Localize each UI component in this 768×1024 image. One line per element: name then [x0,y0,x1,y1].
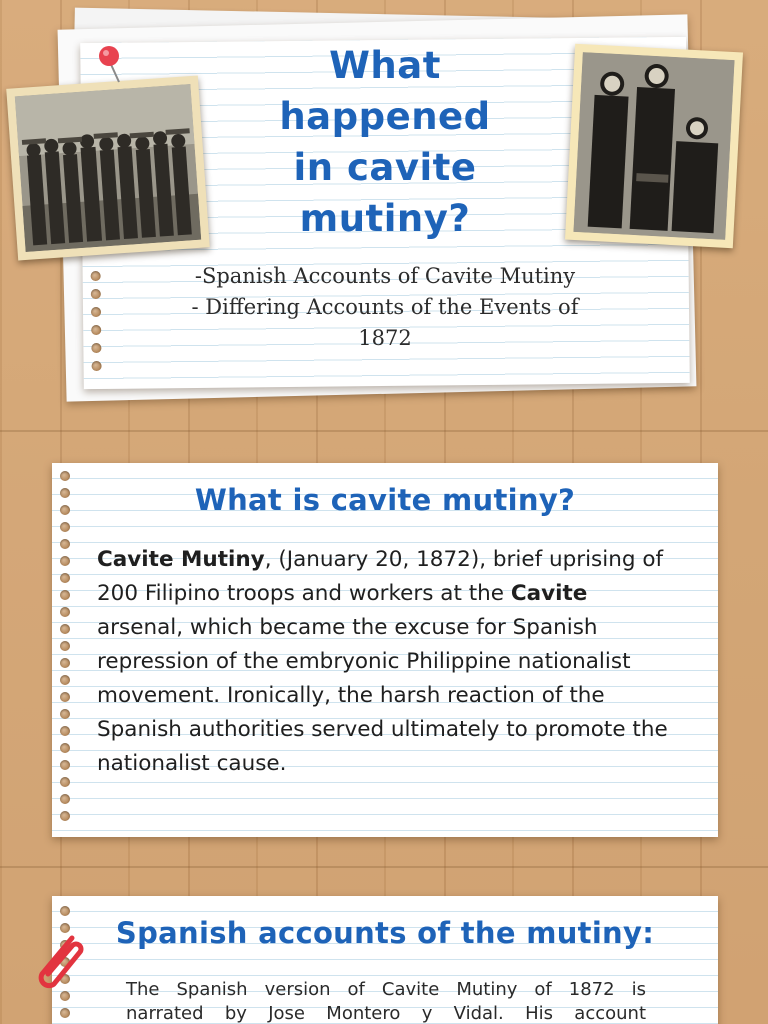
binder-hole [60,709,70,719]
binder-hole [60,522,70,532]
binder-hole [60,607,70,617]
binder-holes [52,463,80,837]
binder-hole [60,726,70,736]
binder-hole [60,777,70,787]
binder-hole [91,271,101,281]
accounts-line: The Spanish version of Cavite Mutiny of 1872 is [126,979,646,1000]
slide-separator [0,866,768,868]
binder-hole [60,590,70,600]
title-line: in cavite [293,146,477,189]
title-line: happened [279,95,491,138]
paper-clip-icon [28,930,88,994]
section-heading: What is cavite mutiny? [194,483,576,517]
subtitle-line: 1872 [358,326,412,350]
term-bold: Cavite [510,581,588,606]
binder-hole [91,325,101,335]
definition-text: , (January 20, 1872), brief uprising of 200 Filipino troops and workers at the [97,547,664,606]
binder-hole [60,794,70,804]
binder-hole [60,743,70,753]
binder-hole [91,307,101,317]
slide-subtitle [150,261,620,354]
binder-hole [60,692,70,702]
definition-text: arsenal, which became the excuse for Spanish repression of the embryonic Philippine nationalist movement. Ironically, the harsh reaction of the Spanish authorities served ultimately to promote the nationalist cause. [97,615,668,776]
soldiers-photo [6,76,210,261]
binder-hole [60,760,70,770]
binder-hole [60,658,70,668]
binder-hole [91,289,101,299]
section-heading: Spanish accounts of the mutiny: [115,916,655,950]
definition-paragraph [97,543,672,781]
accounts-paper [52,896,718,1024]
binder-hole [91,343,101,353]
subtitle-line: - Differing Accounts of the Events of [191,295,579,319]
slide-title [240,40,530,244]
subtitle-line: -Spanish Accounts of Cavite Mutiny [194,264,576,288]
binder-hole [60,675,70,685]
definition-paper [52,463,718,837]
binder-hole [60,471,70,481]
binder-hole [60,811,70,821]
binder-hole [60,539,70,549]
accounts-paragraph [126,978,646,1024]
binder-hole [92,361,102,371]
binder-hole [60,641,70,651]
binder-hole [60,906,70,916]
title-line: mutiny? [299,197,471,240]
title-line: What [329,44,441,87]
term-bold: Cavite Mutiny [97,547,265,572]
binder-hole [60,556,70,566]
binder-hole [60,573,70,583]
binder-hole [60,1008,70,1018]
binder-hole [60,624,70,634]
accounts-line: narrated by Jose Montero y Vidal. His account [126,1003,646,1024]
slide-separator [0,430,768,432]
push-pin-icon [97,44,127,84]
priests-photo [565,44,743,249]
